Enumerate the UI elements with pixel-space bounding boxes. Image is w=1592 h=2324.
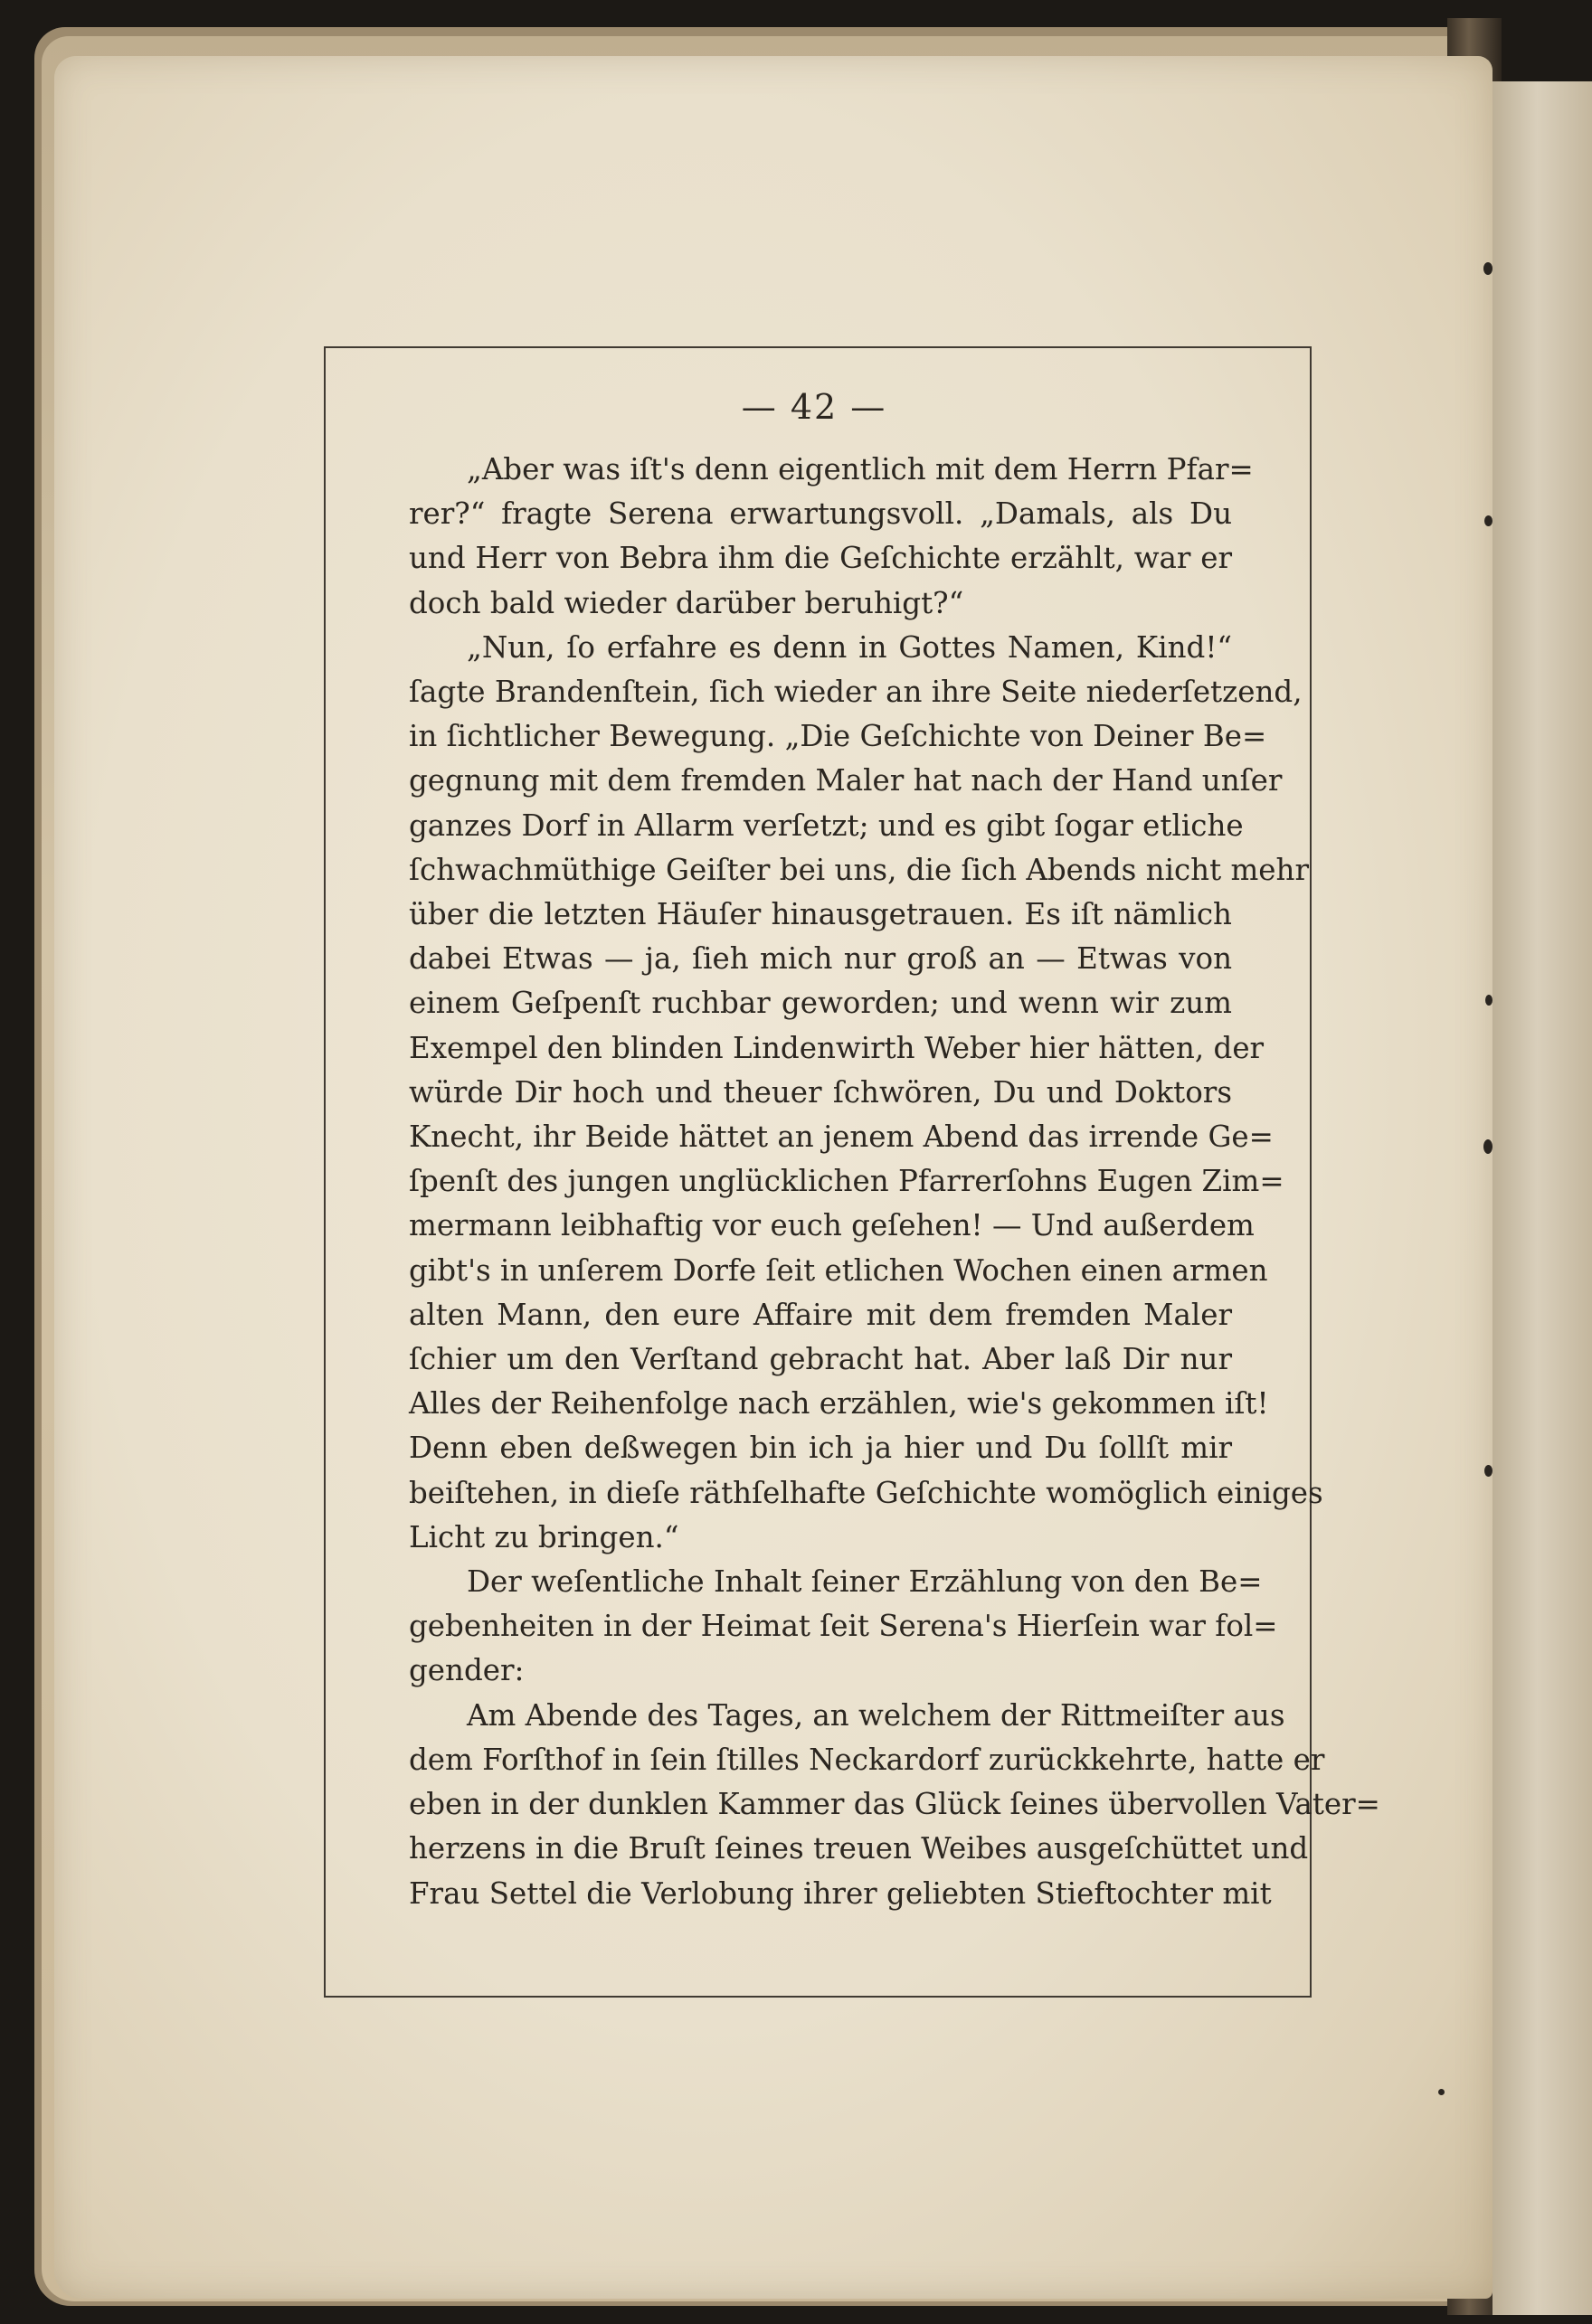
text-line: „Aber was iſt's denn eigentlich mit dem Herrn Pfar= xyxy=(467,452,1254,487)
text-line: gibt's in unſerem Dorfe ſeit etlichen Wochen einen armen xyxy=(409,1252,1268,1288)
ink-speck xyxy=(1484,515,1492,526)
text-line: ſpenſt des jungen unglücklichen Pfarrerſohns Eugen Zim= xyxy=(409,1164,1284,1199)
text-line: „Nun, ſo erfahre es denn in Gottes Namen, Kind!“ xyxy=(467,629,1232,665)
text-line: herzens in die Bruſt ſeines treuen Weibes ausgeſchüttet und xyxy=(409,1831,1309,1866)
ink-speck xyxy=(1483,1139,1492,1154)
text-line: Licht zu bringen.“ xyxy=(409,1519,679,1554)
text-line: würde Dir hoch und theuer ſchwören, Du und Doktors xyxy=(409,1074,1232,1110)
text-line: dabei Etwas — ja, ſieh mich nur groß an — Etwas von xyxy=(409,941,1232,977)
page-number: — 42 — xyxy=(741,387,887,427)
text-line: Denn eben deßwegen bin ich ja hier und Du ſollſt mir xyxy=(409,1431,1232,1466)
text-line: ſchier um den Verſtand gebracht hat. Aber laß Dir nur xyxy=(409,1342,1232,1377)
text-line: dem Forſthof in ſein ſtilles Neckardorf zurückkehrte, hatte er xyxy=(409,1742,1325,1777)
text-line: mermann leibhaftig vor euch geſehen! — Und außerdem xyxy=(409,1208,1255,1243)
text-line: über die letzten Häuſer hinausgetrauen. Es iſt nämlich xyxy=(409,897,1232,932)
text-line: gegnung mit dem fremden Maler hat nach der Hand unſer xyxy=(409,763,1283,798)
text-line: Am Abende des Tages, an welchem der Rittmeiſter aus xyxy=(467,1697,1285,1733)
text-line: alten Mann, den eure Affaire mit dem fremden Maler xyxy=(409,1297,1232,1332)
text-line: Alles der Reihenfolge nach erzählen, wie's gekommen iſt! xyxy=(409,1386,1269,1422)
text-line: gender: xyxy=(409,1653,525,1688)
ink-speck xyxy=(1483,262,1492,275)
ink-speck xyxy=(1438,2089,1445,2095)
text-line: einem Geſpenſt ruchbar geworden; und wenn wir zum xyxy=(409,986,1232,1021)
text-line: Frau Settel die Verlobung ihrer geliebten Stieftochter mit xyxy=(409,1875,1272,1911)
text-line: rer?“ fragte Serena erwartungsvoll. „Damals, als Du xyxy=(409,496,1232,532)
ink-speck xyxy=(1484,1465,1492,1477)
text-line: eben in der dunklen Kammer das Glück ſeines übervollen Vater= xyxy=(409,1787,1380,1822)
text-line: ganzes Dorf in Allarm verſetzt; und es gibt ſogar etliche xyxy=(409,808,1244,843)
facing-page-edge xyxy=(1492,81,1592,2315)
text-line: und Herr von Bebra ihm die Geſchichte erzählt, war er xyxy=(409,541,1232,576)
text-line: beiſtehen, in dieſe räthſelhafte Geſchichte womöglich einiges xyxy=(409,1475,1323,1510)
text-line: Knecht, ihr Beide hättet an jenem Abend das irrende Ge= xyxy=(409,1119,1274,1155)
text-block xyxy=(409,448,1380,1916)
ink-speck xyxy=(1485,995,1492,1006)
text-line: doch bald wieder darüber beruhigt?“ xyxy=(409,585,964,620)
text-line: Exempel den blinden Lindenwirth Weber hier hätten, der xyxy=(409,1030,1265,1065)
text-line: Der weſentliche Inhalt ſeiner Erzählung von den Be= xyxy=(467,1564,1263,1600)
text-line: ſchwachmüthige Geiſter bei uns, die ſich Abends nicht mehr xyxy=(409,852,1310,887)
text-line: gebenheiten in der Heimat ſeit Serena's Hierſein war fol= xyxy=(409,1609,1278,1644)
text-line: ſagte Brandenſtein, ſich wieder an ihre Seite niederſetzend, xyxy=(409,675,1303,710)
text-line: in ſichtlicher Bewegung. „Die Geſchichte von Deiner Be= xyxy=(409,719,1267,754)
